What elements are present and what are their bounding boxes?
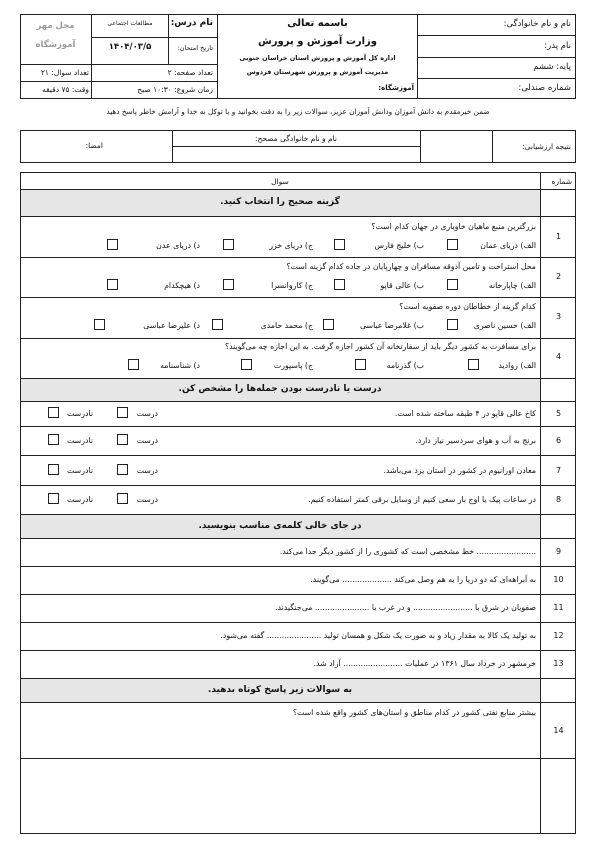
exam-date-value: ۱۴۰۴/۰۳/۵ — [108, 42, 152, 52]
question-number: 3 — [555, 312, 562, 321]
option-checkbox[interactable] — [334, 239, 345, 250]
header-ministry: وزارت آموزش و پرورش — [257, 36, 378, 47]
question-number: 14 — [553, 726, 564, 735]
fill-blank-text: به تولید یک کالا به مقدار زیاد و به صورت یک شکل و همسان تولید ...................... گفته می‌شود. — [220, 631, 536, 640]
statement-text: برنج به آب و هوای سردسیر نیاز دارد. — [415, 436, 536, 445]
option-label: د) علیرضا عباسی — [143, 321, 200, 330]
question-number: 8 — [555, 495, 562, 504]
option-checkbox[interactable] — [107, 279, 118, 290]
option-label: ب) غلامرضا عباسی — [360, 321, 424, 330]
column-header-number: شماره — [551, 177, 572, 186]
statement-text: کاخ عالی قاپو در ۴ طبقه ساخته شده است. — [394, 409, 536, 418]
header-city-office: مدیریت آموزش و پرورش شهرستان فردوس — [246, 68, 389, 76]
option-checkbox[interactable] — [241, 359, 252, 370]
option-checkbox[interactable] — [334, 279, 345, 290]
question-number: 5 — [555, 409, 562, 418]
true-checkbox[interactable] — [117, 464, 128, 475]
section-title-true-false: درست یا نادرست بودن جمله‌ها را مشخص کن. — [178, 384, 382, 394]
question-number: 13 — [553, 659, 564, 668]
question-number: 6 — [555, 436, 562, 445]
short-answer-question: بیشتر منابع نفتی کشور در کدام مناطق و استان‌های کشور واقع شده است؟ — [292, 708, 536, 717]
false-checkbox[interactable] — [48, 464, 59, 475]
option-label: الف) روادید — [498, 361, 536, 370]
statement-text: در ساعات پیک یا اوج بار سعی کنیم از وسایل برقی کمتر استفاده کنیم. — [308, 495, 536, 504]
question-number: 11 — [553, 603, 564, 612]
true-checkbox[interactable] — [117, 493, 128, 504]
true-label: درست — [136, 409, 158, 418]
option-checkbox[interactable] — [323, 319, 334, 330]
question-text: کدام گزینه از خطاطان دوره صفویه است؟ — [399, 302, 536, 311]
header-province-office: اداره کل آموزش و پرورش استان خراسان جنوبی — [239, 54, 396, 62]
option-label: ب) خلیج فارس — [374, 241, 424, 250]
option-checkbox[interactable] — [447, 279, 458, 290]
option-label: ج) پاسپورت — [273, 361, 313, 370]
false-label: نادرست — [67, 409, 93, 418]
statement-text: معادن اورانیوم در کشور در استان یزد می‌باشد. — [383, 466, 536, 475]
option-checkbox[interactable] — [94, 319, 105, 330]
option-label: الف) حسین ناصری — [473, 321, 536, 330]
option-label: د) شناسنامه — [160, 361, 200, 370]
seat-number-field: شماره صندلی: — [518, 83, 571, 93]
true-label: درست — [136, 495, 158, 504]
option-checkbox[interactable] — [128, 359, 139, 370]
course-value: مطالعات اجتماعی — [107, 20, 153, 27]
section-title-mcq: گزینه صحیح را انتخاب کنید. — [220, 197, 340, 207]
fill-blank-text: ........................ خط مشخصی است که کشوری را از کشور دیگر جدا می‌کند. — [279, 547, 536, 556]
question-number: 7 — [555, 466, 562, 475]
intro-text: ضمن خیرمقدم به دانش آموزان ودانش آموزان عزیز، سوالات زیر را به دقت بخوانید و با توکل به خدا و آرامش خاطر پاسخ دهید — [106, 107, 490, 116]
false-label: نادرست — [67, 495, 93, 504]
option-checkbox[interactable] — [468, 359, 479, 370]
course-label: نام درس: — [170, 18, 213, 28]
option-label: ب) عالی قاپو — [380, 281, 424, 290]
option-label: ب) گذرنامه — [386, 361, 424, 370]
question-text: برای مسافرت به کشور دیگر باید از سفارتخانه آن کشور اجازه گرفت. به این اجازه چه می‌گویند؟ — [224, 342, 536, 351]
exam-date-label: تاریخ امتحان: — [177, 44, 213, 52]
false-checkbox[interactable] — [48, 493, 59, 504]
question-number: 1 — [555, 232, 562, 241]
page-count: تعداد صفحه: ۲ — [167, 68, 213, 77]
question-number: 10 — [553, 575, 564, 584]
option-label: ج) محمد حامدی — [260, 321, 313, 330]
answer-area[interactable] — [21, 720, 539, 757]
question-count: تعداد سوال: ۲۱ — [40, 68, 89, 77]
option-label: د) دریای عدن — [156, 241, 200, 250]
question-number: 2 — [555, 272, 562, 281]
option-checkbox[interactable] — [223, 279, 234, 290]
false-checkbox[interactable] — [48, 407, 59, 418]
school-field: آموزشگاه: — [378, 84, 414, 92]
column-header-question: سوال — [271, 177, 289, 186]
grading-result-label: نتیجه ارزشیابی: — [522, 142, 571, 151]
false-label: نادرست — [67, 466, 93, 475]
start-time: زمان شروع: ۱۰:۳۰ صبح — [137, 85, 213, 94]
grade-field: پایه: ششم — [533, 62, 571, 72]
duration: وقت: ۷۵ دقیقه — [42, 85, 89, 94]
option-checkbox[interactable] — [447, 319, 458, 330]
question-number: 9 — [555, 547, 562, 556]
question-text: بزرگترین منبع ماهیان خاویاری در جهان کدام است؟ — [371, 222, 536, 231]
signature-label: امضا: — [85, 141, 103, 150]
question-number: 4 — [555, 352, 562, 361]
option-label: الف) چاپارخانه — [488, 281, 536, 290]
false-checkbox[interactable] — [48, 434, 59, 445]
fill-blank-text: صفویان در شرق با ........................ و در غرب با ...................... می‌جنگیدند. — [275, 603, 536, 612]
option-checkbox[interactable] — [107, 239, 118, 250]
option-checkbox[interactable] — [355, 359, 366, 370]
option-label: الف) دریای عمان — [480, 241, 536, 250]
section-title-fill-blank: در جای خالی کلمه‌ی مناسب بنویسید. — [198, 521, 362, 531]
option-checkbox[interactable] — [447, 239, 458, 250]
option-checkbox[interactable] — [223, 239, 234, 250]
father-name-field: نام پدر: — [544, 41, 571, 51]
fill-blank-text: خرمشهر در خرداد سال ۱۳۶۱ در عملیات ........................ آزاد شد. — [313, 659, 536, 668]
true-checkbox[interactable] — [117, 407, 128, 418]
student-name-field: نام و نام خانوادگی: — [503, 19, 571, 29]
option-label: د) هیچکدام — [164, 281, 200, 290]
question-number: 12 — [553, 631, 564, 640]
corrector-name-label: نام و نام خانوادگی مصحح: — [254, 134, 338, 143]
school-stamp-placeholder-2: آموزشگاه — [35, 40, 76, 50]
header-basmeh: باسمه تعالی — [287, 18, 348, 29]
section-title-short-answer: به سوالات زیر پاسخ کوتاه بدهید. — [207, 685, 353, 695]
option-label: ج) کاروانسرا — [271, 281, 313, 290]
true-label: درست — [136, 436, 158, 445]
school-stamp-placeholder: محل مهر — [36, 21, 75, 31]
false-label: نادرست — [67, 436, 93, 445]
true-checkbox[interactable] — [117, 434, 128, 445]
fill-blank-text: به آبراهه‌ای که دو دریا را به هم وصل می‌کند .................... می‌گویند. — [310, 575, 536, 584]
true-label: درست — [136, 466, 158, 475]
option-label: ج) دریای خزر — [269, 241, 313, 250]
option-checkbox[interactable] — [212, 319, 223, 330]
question-text: محل استراحت و تامین آذوقه مسافران و چهارپایان در جاده کدام گزینه است؟ — [286, 262, 536, 271]
